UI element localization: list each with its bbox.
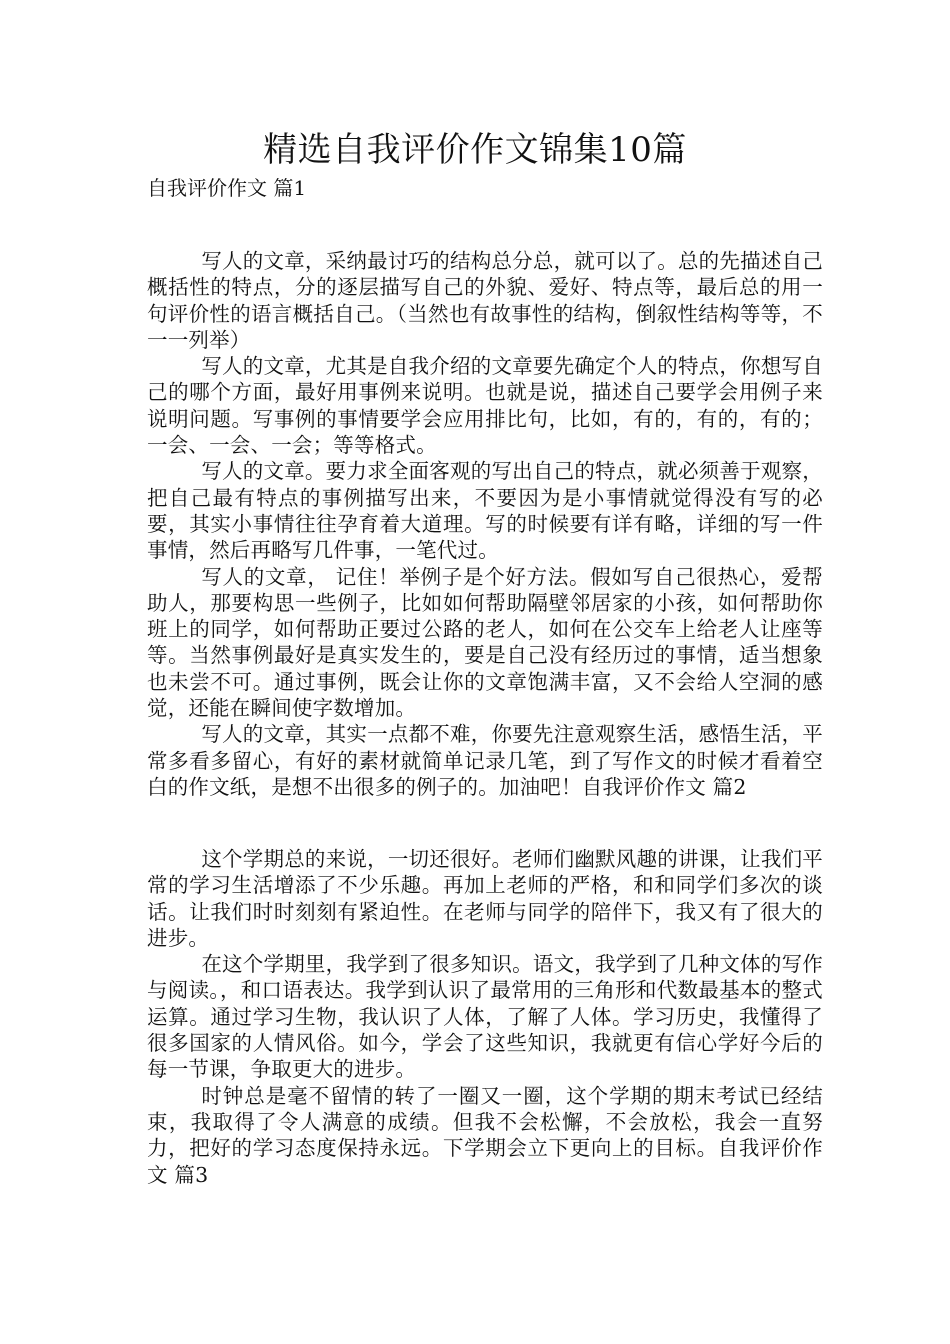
paragraph: 这个学期总的来说，一切还很好。老师们幽默风趣的讲课，让我们平常的学习生活增添了不少乐趣。再加上老师的严格，和和同学们多次的谈话。让我们时时刻刻有紧迫性。在老师与同学的陪伴下，我又有了很大的进步。 [147,847,823,950]
paragraph: 在这个学期里，我学到了很多知识。语文，我学到了几种文体的写作与阅读。，和口语表达。我学到认识了最常用的三角形和代数最基本的整式运算。通过学习生物，我认识了人体，了解了人体。学习历史，我懂得了很多国家的人情风俗。如今，学会了这些知识，我就更有信心学好今后的每一节课，争取更大的进步。 [147,952,823,1082]
section-label-2: 自我评价作文 篇2 [581,774,747,799]
paragraph: 写人的文章，采纳最讨巧的结构总分总，就可以了。总的先描述自己概括性的特点，分的逐层描写自己的外貌、爱好、特点等，最后总的用一句评价性的语言概括自己。（当然也有故事性的结构，倒叙性结构等等，不一一列举） [147,249,823,352]
section-label-3: 自我评价作文 篇3 [147,1136,824,1187]
paragraph: 写人的文章，尤其是自我介绍的文章要先确定个人的特点，你想写自己的哪个方面，最好用事例来说明。也就是说，描述自己要学会用例子来说明问题。写事例的事情要学会应用排比句，比如，有的，有的，有的；一会、一会、一会；等等格式。 [147,354,823,458]
section-body-2 [147,846,823,1188]
paragraph-with-next-label [147,1083,823,1188]
paragraph-text: 写人的文章，其实一点都不难，你要先注意观察生活，感悟生活，平常多看多留心，有好的素材就简单记录几笔，到了写作文的时候才看着空白的作文纸，是想不出很多的例子的。加油吧！ [147,722,823,799]
paragraph-text: 时钟总是毫不留情的转了一圈又一圈，这个学期的期末考试已经结束，我取得了令人满意的成绩。但我不会松懈，不会放松，我会一直努力，把好的学习态度保持永远。下学期会立下更向上的目标。 [147,1083,823,1161]
section-label-1: 自我评价作文 篇1 [147,176,307,200]
paragraph: 写人的文章， 记住！举例子是个好方法。假如写自己很热心，爱帮助人，那要构思一些例子，比如如何帮助隔壁邻居家的小孩，如何帮助你班上的同学，如何帮助正要过公路的老人，如何在公交车上给老人让座等等。当然事例最好是真实发生的，要是自己没有经历过的事情，适当想象也未尝不可。通过事例，既会让你的文章饱满丰富，又不会给人空洞的感觉，还能在瞬间使字数增加。 [147,564,823,721]
section-body-1 [147,248,823,800]
paragraph-with-next-label [147,721,823,800]
document-title: 精选自我评价作文锦集10篇 [263,130,687,170]
paragraph: 写人的文章。要力求全面客观的写出自己的特点，就必须善于观察，把自己最有特点的事例描写出来，不要因为是小事情就觉得没有写的必要，其实小事情往往孕育着大道理。写的时候要有详有略，详细的写一件事情，然后再略写几件事，一笔代过。 [147,459,823,563]
